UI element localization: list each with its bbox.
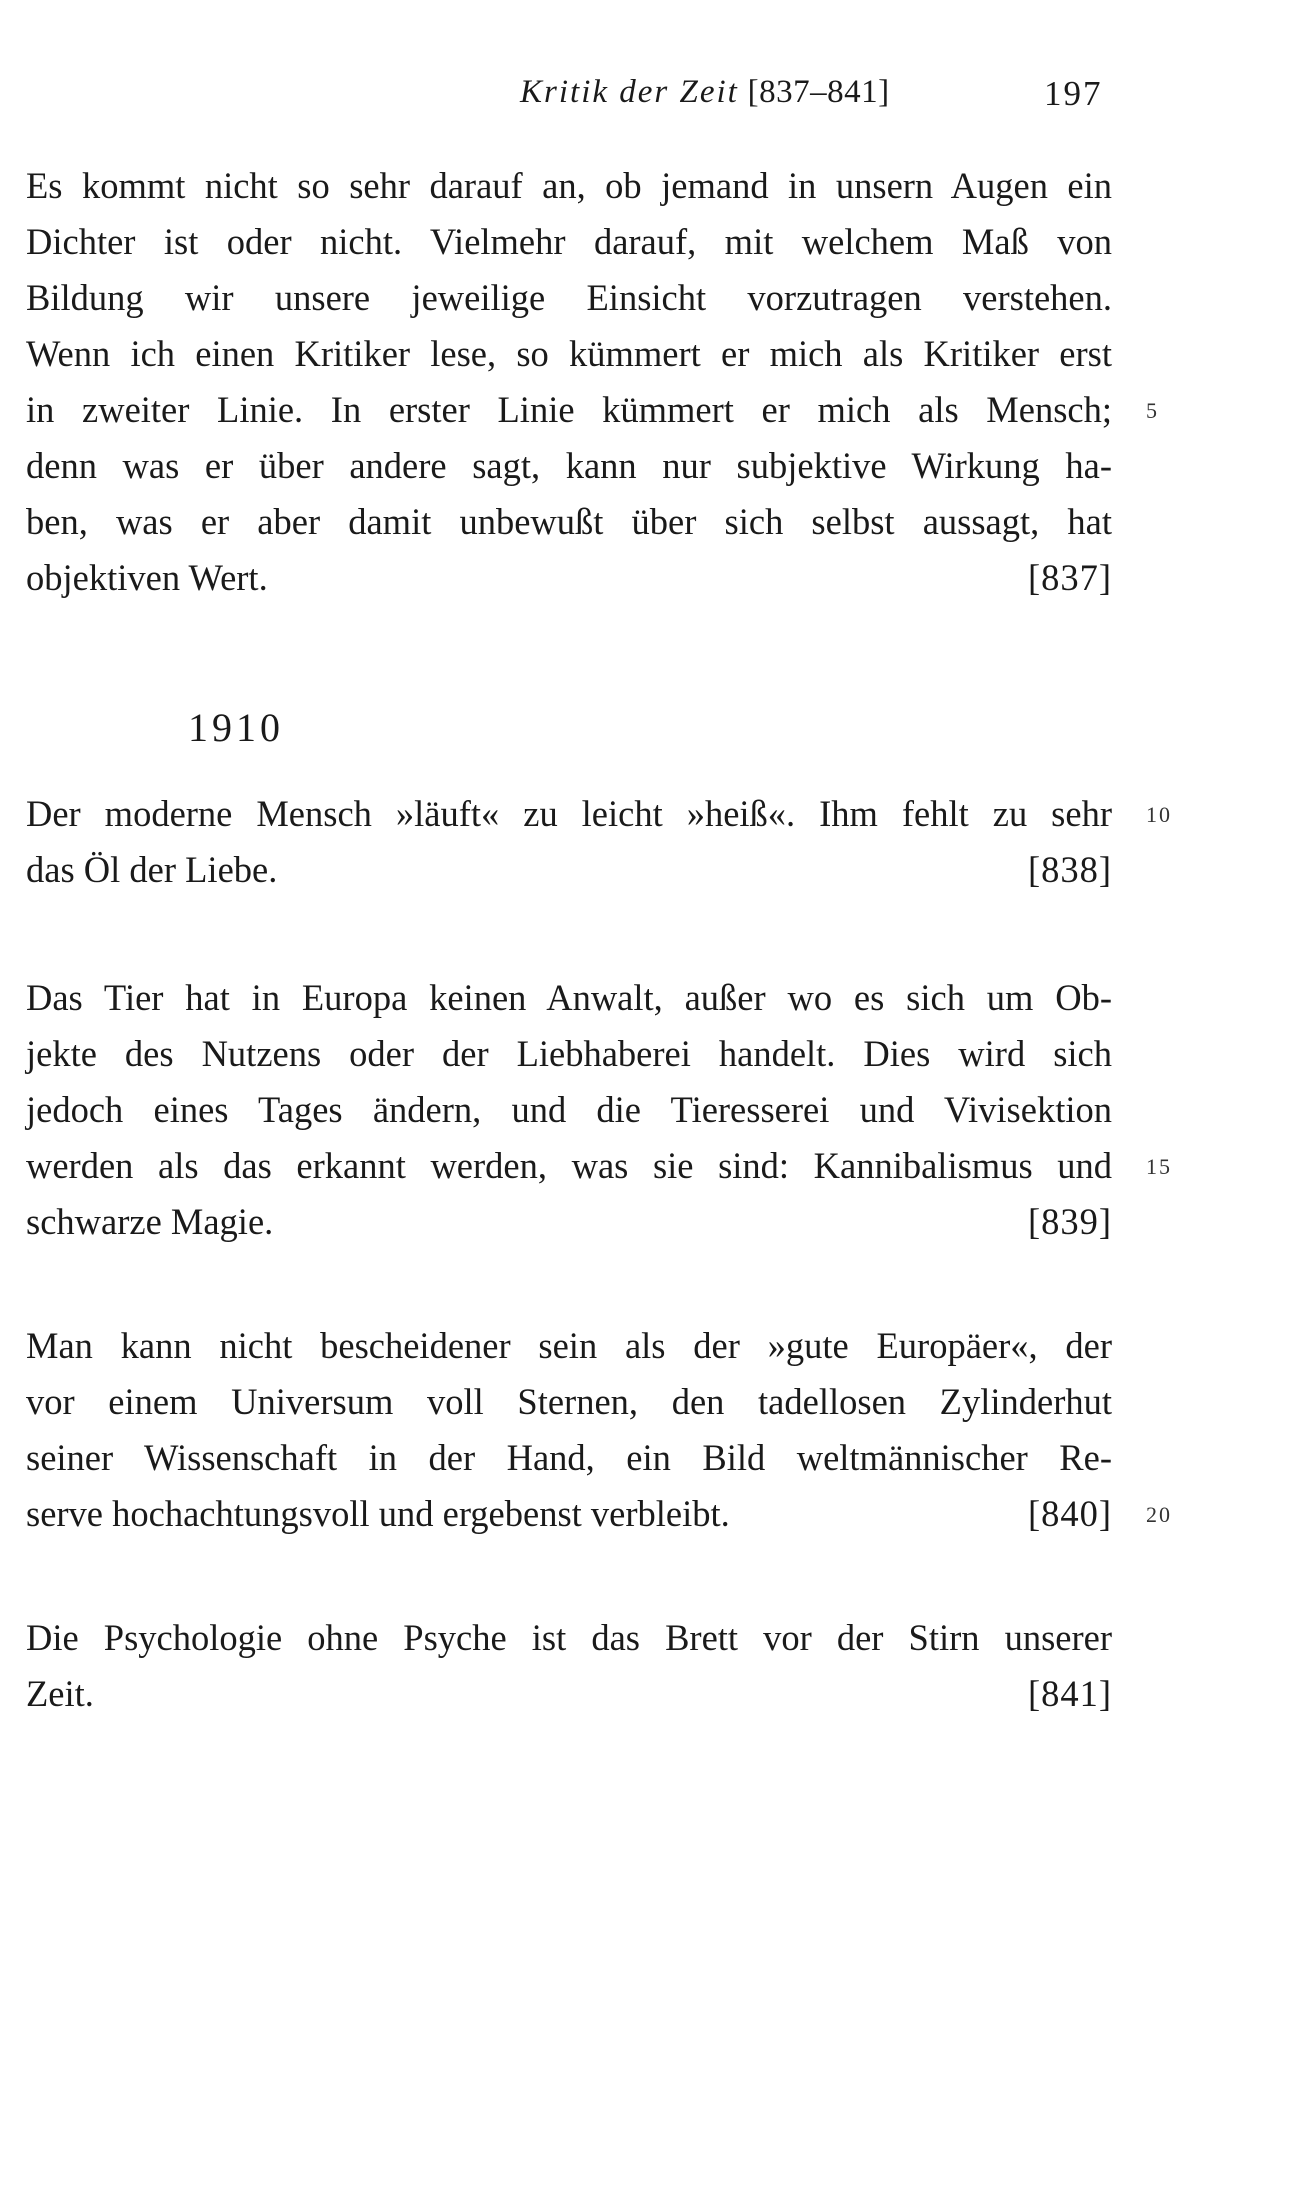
running-head-range: [837–841]: [747, 74, 890, 110]
text-line: Wenn ich einen Kritiker lese, so kümmert er mich als Kritiker erst: [26, 333, 1112, 374]
text-line: vor einem Universum voll Sternen, den tadellosen Zylinderhut: [26, 1381, 1112, 1422]
text-line: das Öl der Liebe.: [26, 849, 278, 890]
aphorism-number: [838]: [1027, 849, 1112, 890]
aphorism-number: [837]: [1027, 557, 1112, 598]
text-line: Der moderne Mensch »läuft« zu leicht »heiß«. Ihm fehlt zu sehr: [26, 793, 1112, 834]
aphorism-number: [840]: [1027, 1493, 1112, 1534]
text-line: Das Tier hat in Europa keinen Anwalt, außer wo es sich um Ob-: [26, 977, 1112, 1018]
text-line: jedoch eines Tages ändern, und die Tieresserei und Vivisektion: [26, 1089, 1112, 1130]
text-line: Man kann nicht bescheidener sein als der »gute Europäer«, der: [26, 1325, 1112, 1366]
page-number: 197: [1044, 74, 1103, 113]
text-line: Zeit.: [26, 1673, 94, 1714]
text-line: denn was er über andere sagt, kann nur subjektive Wirkung ha-: [26, 445, 1112, 486]
text-line: seiner Wissenschaft in der Hand, ein Bild weltmännischer Re-: [26, 1437, 1112, 1478]
aphorism-number: [841]: [1027, 1673, 1112, 1714]
text-line: ben, was er aber damit unbewußt über sich selbst aussagt, hat: [26, 501, 1112, 542]
year-heading: 1910: [188, 705, 284, 750]
text-line: Die Psychologie ohne Psyche ist das Brett vor der Stirn unserer: [26, 1617, 1112, 1658]
text-line: jekte des Nutzens oder der Liebhaberei handelt. Dies wird sich: [26, 1033, 1112, 1074]
running-head-title: Kritik der Zeit: [520, 74, 739, 110]
aphorism-number: [839]: [1027, 1201, 1112, 1242]
running-head: [520, 74, 890, 111]
text-line: Dichter ist oder nicht. Vielmehr darauf, mit welchem Maß von: [26, 221, 1112, 262]
line-number: 5: [1146, 398, 1159, 423]
line-number: 10: [1146, 802, 1172, 827]
line-number: 15: [1146, 1154, 1172, 1179]
line-number: 20: [1146, 1502, 1172, 1527]
text-line: serve hochachtungsvoll und ergebenst verbleibt.: [26, 1493, 730, 1534]
text-line: objektiven Wert.: [26, 557, 268, 598]
text-line: in zweiter Linie. In erster Linie kümmert er mich als Mensch;: [26, 389, 1112, 430]
text-line: Bildung wir unsere jeweilige Einsicht vorzutragen verstehen.: [26, 277, 1112, 318]
text-line: schwarze Magie.: [26, 1201, 274, 1242]
text-line: Es kommt nicht so sehr darauf an, ob jemand in unsern Augen ein: [26, 165, 1112, 206]
text-line: werden als das erkannt werden, was sie sind: Kannibalismus und: [26, 1145, 1112, 1186]
